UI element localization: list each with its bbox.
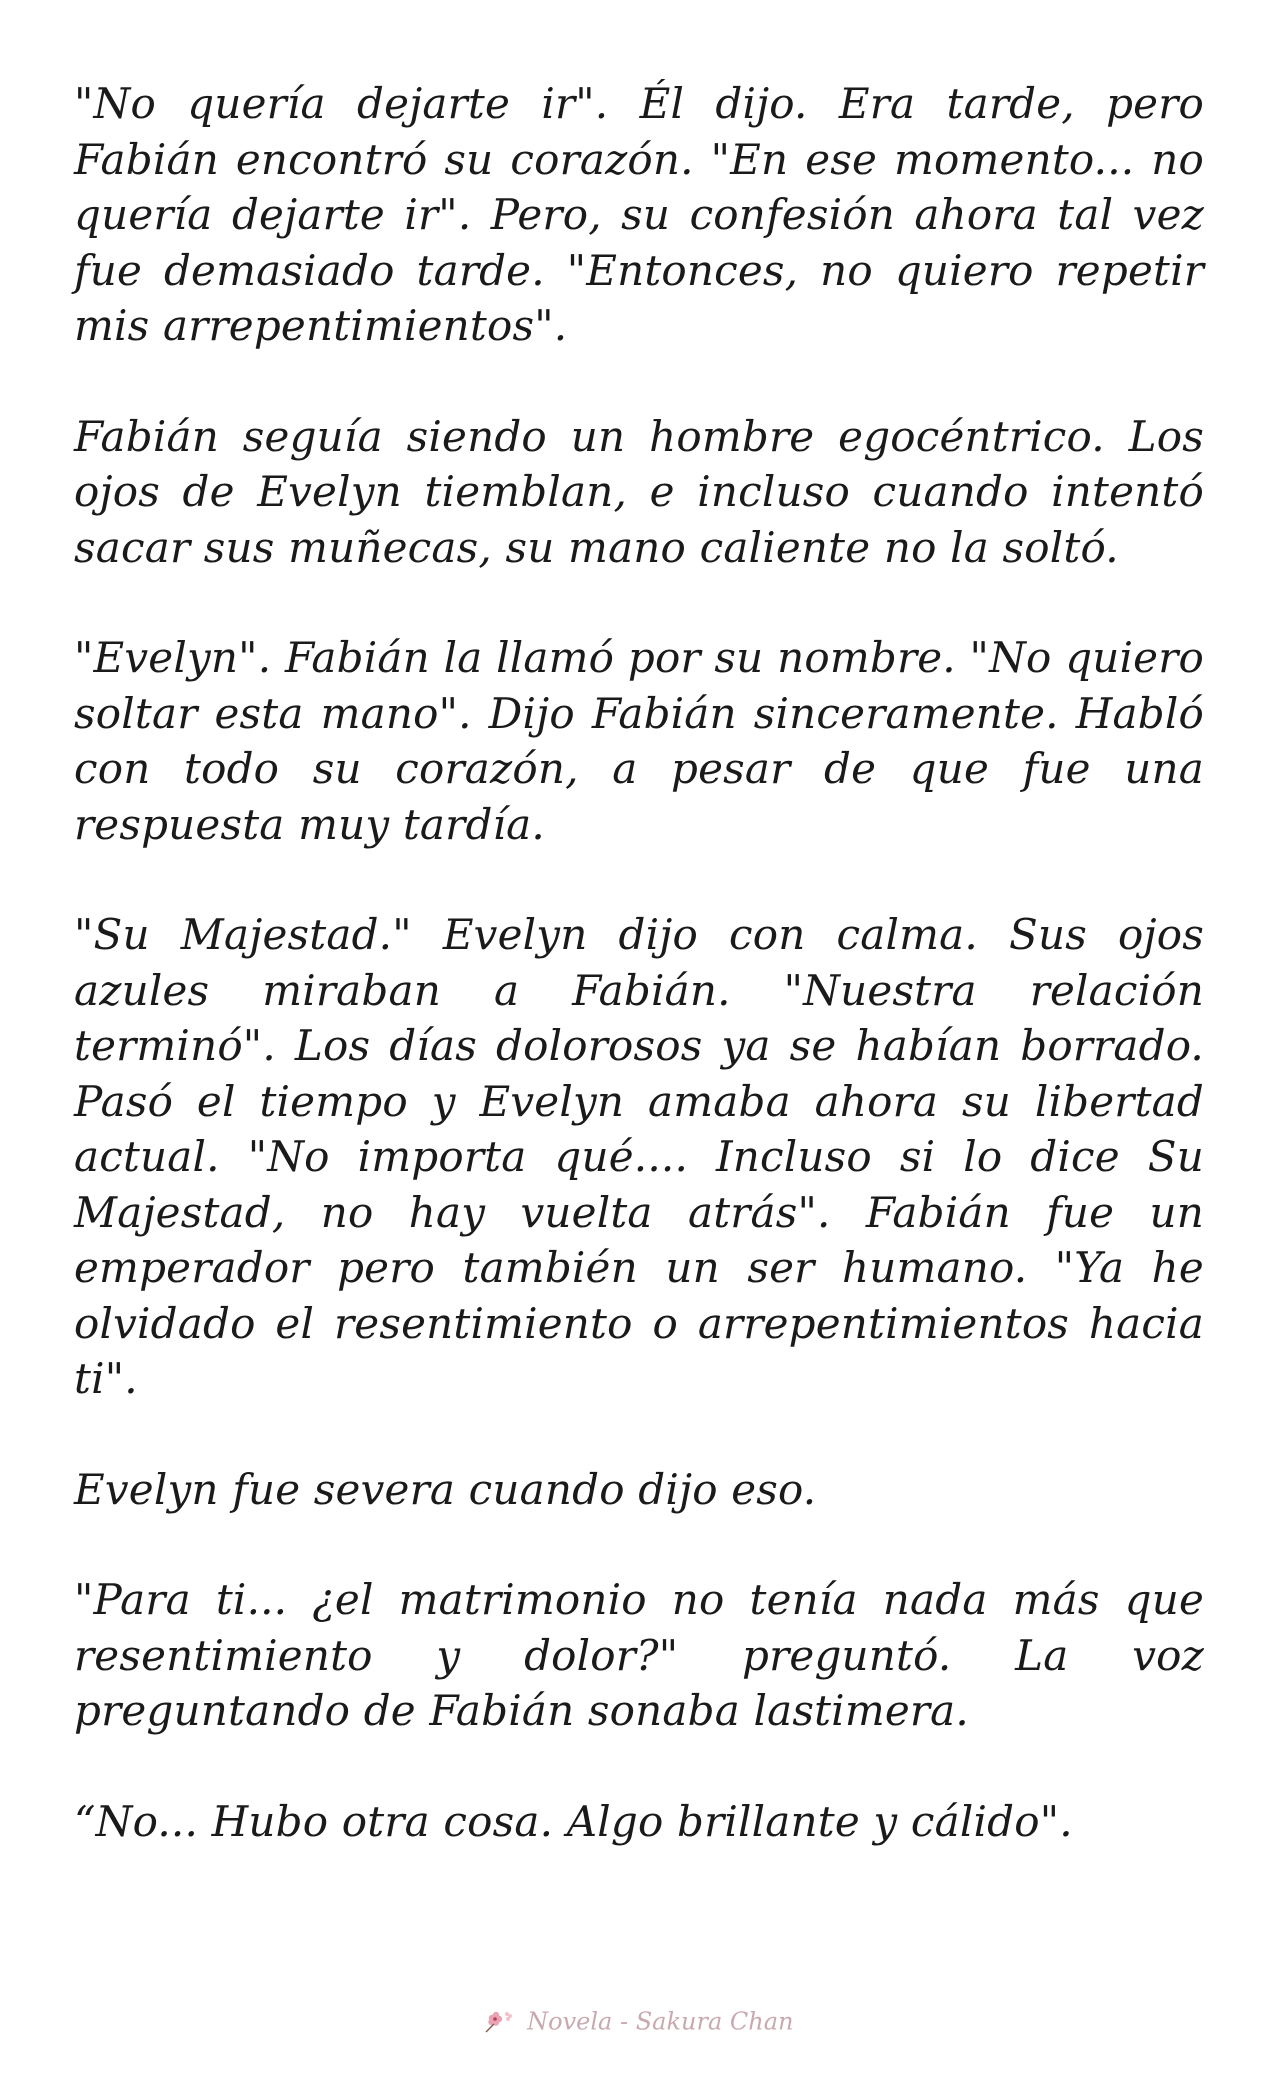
- paragraph: "Para ti... ¿el matrimonio no tenía nada más que resentimiento y dolor?" preguntó. La voz preguntando de Fabián sonaba lastimera.: [74, 1575, 1204, 1735]
- paragraph: Fabián seguía siendo un hombre egocéntrico. Los ojos de Evelyn tiemblan, e incluso cuando intentó sacar sus muñecas, su mano caliente no la soltó.: [74, 411, 1204, 572]
- watermark-text: Novela - Sakura Chan: [527, 2007, 794, 2036]
- paragraph: “No... Hubo otra cosa. Algo brillante y cálido".: [74, 1796, 1073, 1846]
- paragraph: "Su Majestad." Evelyn dijo con calma. Sus ojos azules miraban a Fabián. "Nuestra relación terminó". Los días dolorosos ya se habían borrado. Pasó el tiempo y Evelyn amaba ahora su libertad actual. "No importa qué.... Incluso si lo dice Su Majestad, no hay vuelta atrás". Fabián fue un emperador pero también un ser humano. "Ya he olvidado el resentimiento o arrepentimientos hacia ti".: [74, 910, 1204, 1403]
- watermark-footer: [0, 2006, 1275, 2036]
- paragraph: Evelyn fue severa cuando dijo eso.: [74, 1464, 817, 1514]
- paragraph: "No quería dejarte ir". Él dijo. Era tarde, pero Fabián encontró su corazón. "En ese momento... no quería dejarte ir". Pero, su confesión ahora tal vez fue demasiado tarde. "Entonces, no quiero repetir mis arrepentimientos".: [74, 79, 1204, 350]
- document-body: [74, 76, 1204, 1904]
- paragraph: "Evelyn". Fabián la llamó por su nombre. "No quiero soltar esta mano". Dijo Fabián sinceramente. Habló con todo su corazón, a pesar de que fue una respuesta muy tardía.: [74, 633, 1204, 849]
- sakura-flower-icon: [482, 2008, 516, 2036]
